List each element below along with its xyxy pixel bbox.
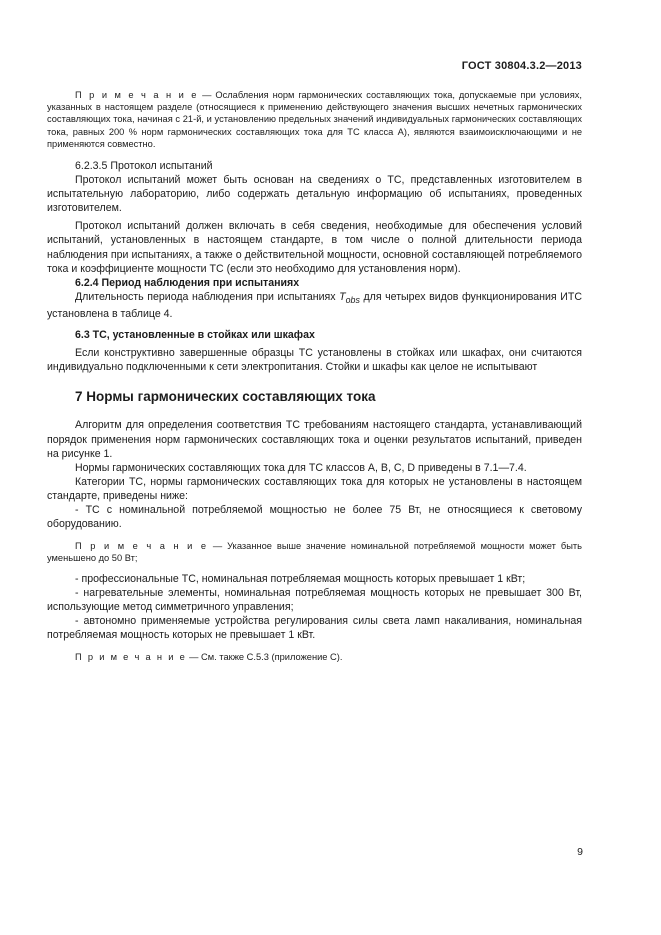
note-see-also [47, 651, 582, 663]
note-text: — См. также С.5.3 (приложение С). [186, 652, 343, 663]
paragraph-protocol-content: Протокол испытаний должен включать в себя сведения, необходимые для обеспечения условий испытаний, установленных в настоящем стандарте, в том числе о полной длительности периода наблюдения при испытаниях, а также о действительной мощности, основной составляющей потребляемого тока и коэффициенте мощности ТС (если это необходимо для установления норм). [47, 220, 582, 275]
observation-text-before: Длительность периода наблюдения при испытаниях [75, 290, 340, 303]
paragraph-norms-classes: Нормы гармонических составляющих тока для ТС классов А, В, С, D приведены в 7.1—7.4. [75, 461, 527, 474]
page-body [47, 89, 582, 663]
note-label: П р и м е ч а н и е [75, 541, 208, 552]
observation-text-after: для четырех видов функционирования ИТС установлена в таблице 4. [47, 290, 582, 321]
observation-symbol-sub: obs [345, 294, 360, 305]
paragraph-categories-intro: Категории ТС, нормы гармонических составляющих тока для которых не установлены в настоящем стандарте, приведены ниже: [47, 475, 582, 502]
note-label: П р и м е ч а н и е [75, 652, 187, 663]
paragraph-racks-cabinets: Если конструктивно завершенные образцы ТС установлены в стойках или шкафах, они считаются индивидуально подключенными к сети электропитания. Стойки и шкафы как целое не испытывают [47, 347, 582, 374]
document-code: ГОСТ 30804.3.2—2013 [461, 60, 582, 72]
paragraph-protocol-basis: Протокол испытаний может быть основан на сведениях о ТС, представленных изготовителем в испытательную лабораторию, либо содержать детальную информацию об испытаниях, проведенных изготовителем. [47, 174, 582, 215]
list-item-professional: - профессиональные ТС, номинальная потребляемая мощность которых превышает 1 кВт; [75, 572, 526, 585]
section-title-7: 7 Нормы гармонических составляющих тока [75, 389, 376, 405]
observation-symbol: $T_{obs}$ [339, 290, 360, 305]
note-text: — Ослабления норм гармонических составляющих тока, допускаемые при условиях, указанных в настоящем разделе (относящиеся к применению действующего значения высших нечетных гармонических составляющих тока, начиная с 21-й, и установлению предельных значений индивидуальных гармонических составляющих тока, равных 200 % норм гармонических составляющих тока для ТС класса А), являются взаимоисключающими и не применяются совместно. [47, 90, 582, 149]
paragraph-observation-period [47, 290, 582, 321]
subsection-heading-6-2-3-5: 6.2.3.5 Протокол испытаний [75, 160, 213, 173]
note-harmonic-relaxation [47, 89, 582, 150]
subsection-heading-6-3: 6.3 ТС, установленные в стойках или шкафах [75, 329, 315, 342]
note-text: — Указанное выше значение номинальной потребляемой мощности может быть уменьшено до 50 Вт; [47, 541, 582, 564]
list-item-low-power: - ТС с номинальной потребляемой мощностью не более 75 Вт, не относящиеся к световому оборудованию. [47, 504, 582, 531]
list-item-heating-elements: - нагревательные элементы, номинальная потребляемая мощность которых не превышает 300 Вт, использующие метод симметричного управления; [47, 586, 582, 613]
paragraph-algorithm: Алгоритм для определения соответствия ТС требованиям настоящего стандарта, устанавливающий порядок применения норм гармонических составляющих тока и оценки результатов испытаний, приведен на рисунке 1. [47, 419, 582, 460]
page-number: 9 [577, 846, 583, 858]
subsection-heading-6-2-4: 6.2.4 Период наблюдения при испытаниях [75, 276, 300, 289]
list-item-dimmers: - автономно применяемые устройства регулирования силы света ламп накаливания, номинальная потребляемая мощность которых не превышает 1 кВт. [47, 614, 582, 641]
note-label: П р и м е ч а н и е [75, 90, 199, 100]
note-power-reduction [47, 540, 582, 564]
